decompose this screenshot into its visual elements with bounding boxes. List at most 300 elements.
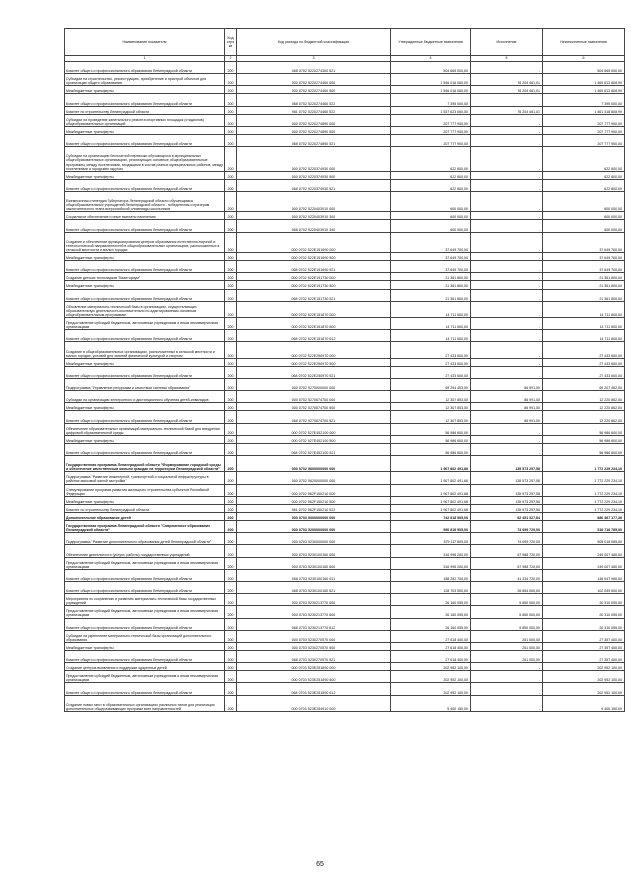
- table-row: [65, 642, 625, 650]
- row-unexecuted-amount: 56 986 600,00: [543, 435, 625, 443]
- row-line-code: 200: [225, 423, 237, 435]
- row-approved-amount: 202 952 100,00: [391, 683, 471, 695]
- row-budget-code: 000 0702 522E250970 000: [237, 342, 391, 358]
- row-unexecuted-amount: 27 357 400,00: [543, 651, 625, 663]
- row-executed-amount: 86 991,00: [471, 411, 543, 423]
- row-executed-amount: 62 451 327,64: [471, 512, 543, 520]
- row-unexecuted-amount: 21 361 800,00: [543, 289, 625, 301]
- table-row: [65, 496, 625, 504]
- table-row: [65, 533, 625, 545]
- row-line-code: 200: [225, 533, 237, 545]
- row-executed-amount: -: [471, 261, 543, 273]
- row-executed-amount: -: [471, 301, 543, 317]
- row-approved-amount: 1 546 018 060,00: [391, 74, 471, 86]
- column-number: 4: [391, 56, 471, 62]
- table-row: [65, 411, 625, 423]
- row-indicator-name: Комитет общего и профессионального образования Ленинградской области: [65, 261, 225, 273]
- row-approved-amount: 600 000,00: [391, 192, 471, 212]
- row-unexecuted-amount: 1 772 229 234,10: [543, 504, 625, 512]
- row-budget-code: 000 0703 5230213770 600: [237, 606, 391, 618]
- row-executed-amount: -: [471, 171, 543, 179]
- table-row: [65, 683, 625, 695]
- row-budget-code: 000 0702 522E151730 000: [237, 273, 391, 281]
- table-row: [65, 435, 625, 443]
- row-indicator-name: Создание и обеспечение функционирования центров образования естественно-научной и технологической направленностей в общеобразовательных организациях, расположенных в сельской местности и малых городах: [65, 232, 225, 252]
- row-budget-code: 000 0702 5600000000 000: [237, 456, 391, 472]
- row-approved-amount: 27 618 400,00: [391, 642, 471, 650]
- row-unexecuted-amount: 207 777 900,00: [543, 126, 625, 134]
- row-indicator-name: Комитет по строительству Ленинградской области: [65, 106, 225, 114]
- row-unexecuted-amount: 27 357 400,00: [543, 630, 625, 642]
- row-line-code: 200: [225, 521, 237, 533]
- row-approved-amount: 202 952 100,00: [391, 671, 471, 683]
- row-line-code: 200: [225, 106, 237, 114]
- row-budget-code: 000 0703 5230213770 000: [237, 594, 391, 606]
- row-line-code: 200: [225, 581, 237, 593]
- row-executed-amount: -: [471, 289, 543, 301]
- row-line-code: 200: [225, 261, 237, 273]
- row-budget-code: 000 0702 527E452100 000: [237, 423, 391, 435]
- row-executed-amount: 26 654 000,00: [471, 581, 543, 593]
- row-indicator-name: Комитет общего и профессионального образования Ленинградской области: [65, 366, 225, 378]
- column-number: 3: [237, 56, 391, 62]
- row-budget-code: 068 0703 523E251890 612: [237, 683, 391, 695]
- row-budget-code: 068 0702 5220274300 621: [237, 62, 391, 74]
- row-executed-amount: 135 573 257,58: [471, 496, 543, 504]
- row-indicator-name: Предоставление субсидий бюджетным, автономным учреждениям и иным некоммерческим организациям: [65, 671, 225, 683]
- row-line-code: 200: [225, 512, 237, 520]
- table-row: [65, 378, 625, 390]
- row-line-code: 200: [225, 318, 237, 330]
- row-budget-code: 000 0703 0000000000 000: [237, 512, 391, 520]
- header-approved-assignments: Утвержденные бюджетные назначения: [391, 29, 471, 56]
- page-number: 65: [316, 861, 324, 868]
- header-budget-classification: Код расхода по бюджетной классификации: [237, 29, 391, 56]
- table-row: [65, 403, 625, 411]
- table-row: [65, 106, 625, 114]
- row-line-code: 200: [225, 378, 237, 390]
- row-approved-amount: 12 307 853,00: [391, 411, 471, 423]
- row-approved-amount: 26 160 055,00: [391, 594, 471, 606]
- row-unexecuted-amount: 12 220 862,00: [543, 411, 625, 423]
- row-unexecuted-amount: 516 716 785,00: [543, 521, 625, 533]
- row-indicator-name: Межбюджетные трансферты: [65, 126, 225, 134]
- row-line-code: 200: [225, 62, 237, 74]
- row-executed-amount: -: [471, 273, 543, 281]
- row-approved-amount: 579 117 805,00: [391, 533, 471, 545]
- row-line-code: 200: [225, 472, 237, 484]
- row-indicator-name: Межбюджетные трансферты: [65, 642, 225, 650]
- row-unexecuted-amount: 600 000,00: [543, 192, 625, 212]
- row-executed-amount: 74 099 720,00: [471, 521, 543, 533]
- row-approved-amount: 207 777 900,00: [391, 114, 471, 126]
- row-approved-amount: 56 986 600,00: [391, 443, 471, 455]
- table-row: [65, 443, 625, 455]
- row-line-code: 200: [225, 606, 237, 618]
- row-unexecuted-amount: 600 000,00: [543, 220, 625, 232]
- row-budget-code: 068 0702 522E151730 521: [237, 289, 391, 301]
- row-line-code: 200: [225, 86, 237, 94]
- row-indicator-name: Комитет общего и профессионального образования Ленинградской области: [65, 135, 225, 147]
- row-indicator-name: Обновление материально-технической базы в организациях, осуществляющих образовательную деятельность исключительно по адаптированным основным общеобразовательным программам: [65, 301, 225, 317]
- row-budget-code: 000 0702 5220374930 500: [237, 171, 391, 179]
- row-approved-amount: 128 703 500,00: [391, 581, 471, 593]
- table-row: [65, 179, 625, 191]
- row-executed-amount: -: [471, 342, 543, 358]
- column-number: 1: [65, 56, 225, 62]
- row-unexecuted-amount: 1 461 418 608,99: [543, 106, 625, 114]
- table-row: [65, 545, 625, 557]
- row-indicator-name: Межбюджетные трансферты: [65, 435, 225, 443]
- row-budget-code: 000 0702 562F150210 000: [237, 484, 391, 496]
- row-indicator-name: Комитет общего и профессионального образования Ленинградской области: [65, 651, 225, 663]
- table-row: [65, 74, 625, 86]
- row-approved-amount: 1 537 623 060,00: [391, 106, 471, 114]
- row-indicator-name: Мероприятия по сохранению и развитию материально-технической базы государственных учреждений: [65, 594, 225, 606]
- row-budget-code: 000 0703 5230100160 600: [237, 557, 391, 569]
- row-budget-code: 000 0702 522E151870 000: [237, 301, 391, 317]
- row-indicator-name: Ежемесячная стипендия Губернатора Ленинградской области обучающимся общеобразовательных учреждений Ленинградской области - победителям и призерам заключительного этапа всероссийской олимпиады школьников: [65, 192, 225, 212]
- row-executed-amount: 5 850 000,00: [471, 618, 543, 630]
- row-line-code: 200: [225, 281, 237, 289]
- row-approved-amount: 1 907 802 491,68: [391, 472, 471, 484]
- row-line-code: 200: [225, 232, 237, 252]
- row-unexecuted-amount: 622 800,00: [543, 147, 625, 172]
- row-indicator-name: Субсидии на укрепление материально-технической базы организаций дополнительного образования: [65, 630, 225, 642]
- row-line-code: 200: [225, 695, 237, 711]
- row-executed-amount: 135 573 257,58: [471, 472, 543, 484]
- row-budget-code: 000 0702 522E151730 500: [237, 281, 391, 289]
- table-body: [65, 62, 625, 712]
- row-executed-amount: 5 850 000,00: [471, 606, 543, 618]
- row-line-code: 200: [225, 147, 237, 172]
- row-executed-amount: 86 991,00: [471, 378, 543, 390]
- row-line-code: 200: [225, 671, 237, 683]
- row-unexecuted-amount: 1 772 229 234,10: [543, 472, 625, 484]
- table-row: [65, 261, 625, 273]
- row-budget-code: 000 0702 5270000000 000: [237, 378, 391, 390]
- row-executed-amount: -: [471, 330, 543, 342]
- table-row: [65, 391, 625, 403]
- row-line-code: 200: [225, 545, 237, 557]
- row-unexecuted-amount: 1 772 229 234,10: [543, 484, 625, 496]
- row-executed-amount: -: [471, 281, 543, 289]
- row-indicator-name: Предоставление субсидий бюджетным, автономным учреждениям и иным некоммерческим организациям: [65, 557, 225, 569]
- row-line-code: 200: [225, 435, 237, 443]
- row-budget-code: 000 0702 522E151690 000: [237, 232, 391, 252]
- row-line-code: 200: [225, 273, 237, 281]
- row-executed-amount: -: [471, 192, 543, 212]
- row-indicator-name: Подпрограмма "Управление ресурсами и качеством системы образования": [65, 378, 225, 390]
- row-approved-amount: 69 294 453,00: [391, 378, 471, 390]
- row-indicator-name: Комитет общего и профессионального образования Ленинградской области: [65, 411, 225, 423]
- table-row: [65, 62, 625, 74]
- row-unexecuted-amount: 504 665 000,00: [543, 62, 625, 74]
- row-budget-code: 981 0702 5220274460 522: [237, 106, 391, 114]
- row-approved-amount: 37 649 700,00: [391, 261, 471, 273]
- row-line-code: 200: [225, 651, 237, 663]
- row-unexecuted-amount: 12 220 862,00: [543, 391, 625, 403]
- table-row: [65, 423, 625, 435]
- row-line-code: 200: [225, 557, 237, 569]
- row-budget-code: 000 0702 5220274460 000: [237, 74, 391, 86]
- row-executed-amount: -: [471, 695, 543, 711]
- row-line-code: 200: [225, 391, 237, 403]
- row-unexecuted-amount: 1 469 813 608,99: [543, 86, 625, 94]
- row-unexecuted-amount: 37 649 700,00: [543, 232, 625, 252]
- table-row: [65, 192, 625, 212]
- row-approved-amount: 26 160 055,00: [391, 618, 471, 630]
- table-row: [65, 94, 625, 106]
- row-line-code: 200: [225, 94, 237, 106]
- row-line-code: 200: [225, 74, 237, 86]
- row-line-code: 200: [225, 358, 237, 366]
- row-line-code: 200: [225, 618, 237, 630]
- row-budget-code: 000 0702 5620000000 000: [237, 472, 391, 484]
- row-unexecuted-amount: 69 207 462,00: [543, 378, 625, 390]
- row-unexecuted-amount: 27 433 600,00: [543, 366, 625, 378]
- row-budget-code: 068 0702 5270674700 521: [237, 411, 391, 423]
- row-unexecuted-amount: 14 711 600,00: [543, 318, 625, 330]
- row-indicator-name: Субсидии на организацию электронного и дистанционного обучения детей-инвалидов: [65, 391, 225, 403]
- row-indicator-name: Обеспечение образовательных организаций материально-технической базой для внедрения цифровой образовательной среды: [65, 423, 225, 435]
- row-line-code: 200: [225, 212, 237, 220]
- row-approved-amount: 7 395 000,00: [391, 94, 471, 106]
- header-execution: Исполнение: [471, 29, 543, 56]
- row-budget-code: 068 0702 5220403910 340: [237, 220, 391, 232]
- row-line-code: 200: [225, 253, 237, 261]
- row-executed-amount: 135 573 257,58: [471, 504, 543, 512]
- row-budget-code: 000 0702 5220374930 000: [237, 147, 391, 172]
- row-executed-amount: -: [471, 423, 543, 435]
- row-unexecuted-amount: 249 007 480,00: [543, 545, 625, 557]
- row-line-code: 200: [225, 642, 237, 650]
- row-approved-amount: 1 907 802 491,68: [391, 504, 471, 512]
- row-approved-amount: 622 800,00: [391, 147, 471, 172]
- row-line-code: 200: [225, 443, 237, 455]
- row-approved-amount: 14 711 600,00: [391, 318, 471, 330]
- row-approved-amount: 56 986 600,00: [391, 435, 471, 443]
- row-indicator-name: Межбюджетные трансферты: [65, 253, 225, 261]
- table-row: [65, 504, 625, 512]
- row-budget-code: 981 0702 562F150210 522: [237, 504, 391, 512]
- row-unexecuted-amount: 56 986 600,00: [543, 423, 625, 435]
- row-indicator-name: Межбюджетные трансферты: [65, 496, 225, 504]
- row-line-code: 200: [225, 179, 237, 191]
- row-unexecuted-amount: 5 400 150,00: [543, 695, 625, 711]
- table-row: [65, 330, 625, 342]
- row-approved-amount: 21 361 800,00: [391, 273, 471, 281]
- row-approved-amount: 21 361 800,00: [391, 289, 471, 301]
- row-budget-code: 068 0703 5230270570 521: [237, 651, 391, 663]
- row-budget-code: 068 0702 522E250970 521: [237, 366, 391, 378]
- row-approved-amount: 27 618 400,00: [391, 630, 471, 642]
- row-executed-amount: 86 991,00: [471, 403, 543, 411]
- row-unexecuted-amount: 37 649 700,00: [543, 261, 625, 273]
- table-row: [65, 651, 625, 663]
- row-budget-code: 000 0702 5270674700 500: [237, 403, 391, 411]
- row-approved-amount: 504 665 000,00: [391, 62, 471, 74]
- table-row: [65, 512, 625, 520]
- row-indicator-name: Подпрограмма "Развитие дополнительного образования детей Ленинградской области": [65, 533, 225, 545]
- row-budget-code: 000 0702 527E452100 500: [237, 435, 391, 443]
- row-executed-amount: -: [471, 135, 543, 147]
- row-executed-amount: -: [471, 62, 543, 74]
- row-budget-code: 068 0702 5220274460 522: [237, 94, 391, 106]
- row-executed-amount: 67 988 720,00: [471, 557, 543, 569]
- row-budget-code: 000 0702 522E151870 600: [237, 318, 391, 330]
- row-executed-amount: 261 000,00: [471, 651, 543, 663]
- row-budget-code: 000 0702 5220274460 500: [237, 86, 391, 94]
- row-line-code: 200: [225, 330, 237, 342]
- column-number: 5: [471, 56, 543, 62]
- row-budget-code: 000 0703 5230100160 000: [237, 545, 391, 557]
- row-budget-code: 000 0703 5230270570 500: [237, 642, 391, 650]
- row-executed-amount: 74 099 720,00: [471, 533, 543, 545]
- header-indicator-name: Наименование показателя: [65, 29, 225, 56]
- row-budget-code: 000 0702 5270674700 000: [237, 391, 391, 403]
- row-unexecuted-amount: 146 947 980,00: [543, 569, 625, 581]
- row-line-code: 200: [225, 220, 237, 232]
- row-line-code: 200: [225, 504, 237, 512]
- row-indicator-name: Комитет общего и профессионального образования Ленинградской области: [65, 443, 225, 455]
- row-approved-amount: 742 818 505,00: [391, 512, 471, 520]
- table-row: [65, 366, 625, 378]
- row-unexecuted-amount: 102 049 500,00: [543, 581, 625, 593]
- table-row: [65, 301, 625, 317]
- row-unexecuted-amount: 207 777 900,00: [543, 135, 625, 147]
- row-unexecuted-amount: 202 952 100,00: [543, 671, 625, 683]
- row-executed-amount: -: [471, 366, 543, 378]
- row-approved-amount: 600 000,00: [391, 212, 471, 220]
- row-approved-amount: 27 433 600,00: [391, 342, 471, 358]
- row-approved-amount: 14 711 600,00: [391, 301, 471, 317]
- row-executed-amount: 76 204 481,01: [471, 106, 543, 114]
- column-number: 2: [225, 56, 237, 62]
- row-budget-code: 000 0702 522E250970 500: [237, 358, 391, 366]
- row-approved-amount: 21 361 800,00: [391, 281, 471, 289]
- row-executed-amount: -: [471, 232, 543, 252]
- table-row: [65, 114, 625, 126]
- row-line-code: 200: [225, 171, 237, 179]
- row-unexecuted-amount: 56 986 600,00: [543, 443, 625, 455]
- row-budget-code: 000 0703 523E251890 600: [237, 671, 391, 683]
- row-unexecuted-amount: 600 000,00: [543, 212, 625, 220]
- row-executed-amount: -: [471, 318, 543, 330]
- row-unexecuted-amount: 20 310 055,00: [543, 594, 625, 606]
- row-indicator-name: Комитет по строительству Ленинградской области: [65, 504, 225, 512]
- table-row: [65, 342, 625, 358]
- row-line-code: 200: [225, 114, 237, 126]
- row-approved-amount: 1 907 802 491,68: [391, 484, 471, 496]
- header-unexecuted-assignments: Неисполненные назначения: [543, 29, 625, 56]
- row-approved-amount: 12 307 853,00: [391, 403, 471, 411]
- row-executed-amount: 135 573 257,58: [471, 484, 543, 496]
- row-executed-amount: 67 988 720,00: [471, 545, 543, 557]
- row-indicator-name: Комитет общего и профессионального образования Ленинградской области: [65, 289, 225, 301]
- row-budget-code: 000 0702 5220403910 000: [237, 192, 391, 212]
- row-unexecuted-amount: 1 772 229 234,10: [543, 456, 625, 472]
- table-row: [65, 220, 625, 232]
- row-approved-amount: 1 907 802 491,68: [391, 496, 471, 504]
- table-row: [65, 456, 625, 472]
- row-executed-amount: -: [471, 253, 543, 261]
- row-unexecuted-amount: 680 367 177,36: [543, 512, 625, 520]
- row-approved-amount: 37 649 700,00: [391, 232, 471, 252]
- row-unexecuted-amount: 21 361 800,00: [543, 281, 625, 289]
- table-row: [65, 472, 625, 484]
- row-approved-amount: 37 649 700,00: [391, 253, 471, 261]
- row-executed-amount: -: [471, 358, 543, 366]
- row-executed-amount: 5 850 000,00: [471, 594, 543, 606]
- table-row: [65, 663, 625, 671]
- row-budget-code: 068 0702 5220374930 521: [237, 179, 391, 191]
- row-approved-amount: 14 711 600,00: [391, 330, 471, 342]
- row-unexecuted-amount: 27 357 400,00: [543, 642, 625, 650]
- row-approved-amount: 207 777 900,00: [391, 135, 471, 147]
- column-number: 6: [543, 56, 625, 62]
- row-indicator-name: Обеспечение деятельности (услуги, работы) государственных учреждений: [65, 545, 225, 557]
- row-unexecuted-amount: 207 777 900,00: [543, 114, 625, 126]
- row-executed-amount: -: [471, 443, 543, 455]
- table-row: [65, 253, 625, 261]
- row-executed-amount: -: [471, 212, 543, 220]
- row-approved-amount: 188 282 700,00: [391, 569, 471, 581]
- row-budget-code: 068 0702 522E151870 612: [237, 330, 391, 342]
- row-indicator-name: Межбюджетные трансферты: [65, 403, 225, 411]
- row-unexecuted-amount: 20 310 055,00: [543, 618, 625, 630]
- row-indicator-name: Комитет общего и профессионального образования Ленинградской области: [65, 62, 225, 74]
- row-indicator-name: Межбюджетные трансферты: [65, 171, 225, 179]
- row-indicator-name: Субсидии на организацию бесплатной перевозки обучающихся в муниципальных общеобразовательных организациях, реализующих основные общеобразовательные программы, между поселениями, входящими в состав разных муниципальных районов, между поселениями и городским округом: [65, 147, 225, 172]
- row-indicator-name: Комитет общего и профессионального образования Ленинградской области: [65, 618, 225, 630]
- row-indicator-name: Комитет общего и профессионального образования Ленинградской области: [65, 581, 225, 593]
- table-row: [65, 135, 625, 147]
- row-line-code: 200: [225, 289, 237, 301]
- row-indicator-name: Предоставление субсидий бюджетным, автономным учреждениям и иным некоммерческим организациям: [65, 318, 225, 330]
- row-approved-amount: 27 618 400,00: [391, 651, 471, 663]
- row-approved-amount: 5 400 150,00: [391, 695, 471, 711]
- row-budget-code: 000 0702 5220274890 500: [237, 126, 391, 134]
- row-unexecuted-amount: 14 711 600,00: [543, 301, 625, 317]
- row-executed-amount: -: [471, 683, 543, 695]
- row-line-code: 200: [225, 496, 237, 504]
- row-unexecuted-amount: 202 952 100,00: [543, 663, 625, 671]
- row-budget-code: 068 0703 5230213770 612: [237, 618, 391, 630]
- table-row: [65, 281, 625, 289]
- row-budget-code: 000 0703 523E254910 000: [237, 695, 391, 711]
- table-row: [65, 212, 625, 220]
- row-budget-code: 068 0702 522E151690 521: [237, 261, 391, 273]
- row-unexecuted-amount: 12 220 862,00: [543, 403, 625, 411]
- row-unexecuted-amount: 1 772 229 234,10: [543, 496, 625, 504]
- row-budget-code: 000 0702 522E151690 500: [237, 253, 391, 261]
- row-approved-amount: 27 433 600,00: [391, 358, 471, 366]
- row-approved-amount: 622 800,00: [391, 179, 471, 191]
- report-page: [64, 28, 624, 712]
- budget-execution-table: [64, 28, 625, 712]
- row-budget-code: 000 0702 5220403910 300: [237, 212, 391, 220]
- row-approved-amount: 12 307 853,00: [391, 391, 471, 403]
- row-approved-amount: 56 986 600,00: [391, 423, 471, 435]
- row-executed-amount: -: [471, 94, 543, 106]
- row-indicator-name: Создание детских технопарков "Кванториум": [65, 273, 225, 281]
- row-unexecuted-amount: 21 361 800,00: [543, 273, 625, 281]
- row-budget-code: 000 0702 562F150210 500: [237, 496, 391, 504]
- row-unexecuted-amount: 622 800,00: [543, 171, 625, 179]
- table-row: [65, 695, 625, 711]
- row-executed-amount: -: [471, 435, 543, 443]
